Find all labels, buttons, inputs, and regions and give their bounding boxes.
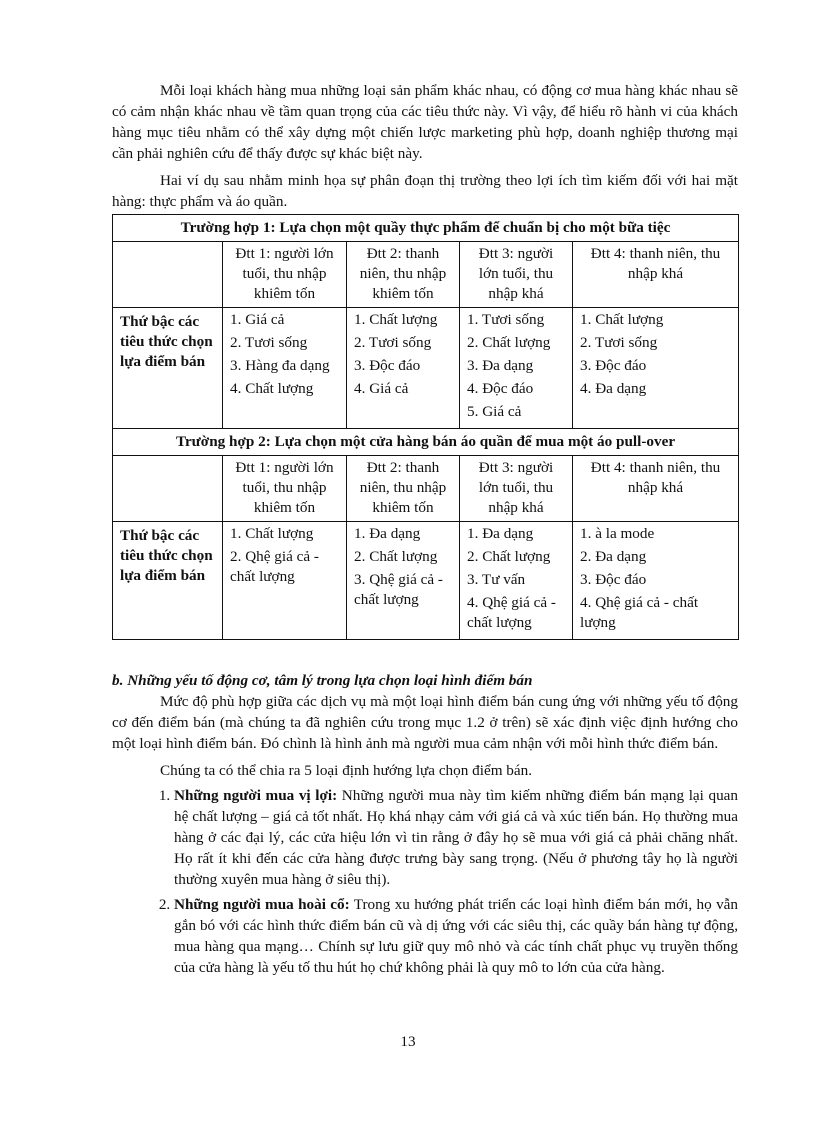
section-b-paragraph-1: Mức độ phù hợp giữa các dịch vụ mà một loại hình điểm bán cung ứng với những yếu tố động cơ đến điểm bán (mà chúng ta đã nghiên cứu trong mục 1.2 ở trên) sẽ xác định việc định hướng cho một loại hình điểm bán. Đó chình là hình ảnh mà người mua cảm nhận với mỗi hình thức điểm bán. xyxy=(112,693,738,752)
case-2-row-label: Thứ bậc các tiêu thức chọn lựa điểm bán xyxy=(113,522,223,640)
criterion: 1. Tươi sống xyxy=(467,311,545,328)
empty-cell xyxy=(113,242,223,308)
case-1-row-label: Thứ bậc các tiêu thức chọn lựa điểm bán xyxy=(113,308,223,429)
criterion: 3. Tư vấn xyxy=(467,571,526,588)
criterion: 2. Chất lượng xyxy=(467,334,551,351)
criterion: 3. Qhệ giá cả - chất lượng xyxy=(354,571,443,608)
criterion: 4. Độc đáo xyxy=(467,380,534,397)
case-2-criteria-1 xyxy=(223,522,347,640)
case-1-criteria-2 xyxy=(347,308,460,429)
case-1-criteria-1 xyxy=(223,308,347,429)
empty-cell xyxy=(113,456,223,522)
case-1-segment-4: Đtt 4: thanh niên, thu nhập khá xyxy=(573,242,739,308)
criterion: 4. Qhệ giá cả - chất lượng xyxy=(467,594,556,631)
case-1-title: Trường hợp 1: Lựa chọn một quầy thực phẩm để chuẩn bị cho một bữa tiệc xyxy=(113,215,739,242)
intro-paragraph-1: Mỗi loại khách hàng mua những loại sản phẩm khác nhau, có động cơ mua hàng khác nhau sẽ có cảm nhận khác nhau về tầm quan trọng của các tiêu thức này. Vì vậy, để hiểu rõ hành vi của khách hàng mục tiêu nhằm có thể xây dựng một chiến lược marketing phù hợp, doanh nghiệp thương mại cần phải nghiên cứu để thấy được sự khác biệt này. xyxy=(112,82,738,162)
case-2-criteria-3 xyxy=(460,522,573,640)
criterion: 1. Chất lượng xyxy=(580,311,664,328)
case-2-title: Trường hợp 2: Lựa chọn một cửa hàng bán áo quần để mua một áo pull-over xyxy=(113,429,739,456)
case-1-criteria-3 xyxy=(460,308,573,429)
criterion: 1. Chất lượng xyxy=(354,311,438,328)
criterion: 3. Đa dạng xyxy=(467,357,534,374)
criterion: 2. Chất lượng xyxy=(354,548,438,565)
criterion: 3. Hàng đa dạng xyxy=(230,357,330,374)
list-item xyxy=(174,785,738,890)
page-body xyxy=(112,80,738,982)
case-2-segment-3: Đtt 3: người lớn tuổi, thu nhập khá xyxy=(460,456,573,522)
criterion: 4. Giá cả xyxy=(354,380,409,397)
criterion: 2. Tươi sống xyxy=(580,334,658,351)
intro-paragraph-2: Hai ví dụ sau nhằm minh họa sự phân đoạn thị trường theo lợi ích tìm kiếm đối với hai mặt hàng: thực phẩm và áo quần. xyxy=(112,172,738,210)
criterion: 5. Giá cả xyxy=(467,403,522,420)
criterion: 2. Chất lượng xyxy=(467,548,551,565)
case-1-criteria-4 xyxy=(573,308,739,429)
list-item-text: Trong xu hướng phát triển các loại hình điểm bán mới, họ vẫn gắn bó với các hình thức điểm bán cũ và dị ứng với các siêu thị, các quầy bán hàng tự động, mua hàng qua mạng… Chính sự lưu giữ quy mô nhỏ và các tính chất phục vụ truyền thống của cửa hàng là yếu tố thu hút họ chứ không phải là quy mô to lớn của cửa hàng. xyxy=(174,896,738,976)
criterion: 3. Độc đáo xyxy=(580,357,647,374)
section-b-heading: b. Những yếu tố động cơ, tâm lý trong lựa chọn loại hình điểm bán xyxy=(112,672,533,689)
criterion: 1. Đa dạng xyxy=(467,525,534,542)
list-item-label: Những người mua vị lợi: xyxy=(174,787,338,804)
section-b-paragraph-2: Chúng ta có thể chia ra 5 loại định hướng lựa chọn điểm bán. xyxy=(160,762,533,779)
case-1-segment-3: Đtt 3: người lớn tuổi, thu nhập khá xyxy=(460,242,573,308)
criterion: 2. Tươi sống xyxy=(354,334,432,351)
case-1-segment-1: Đtt 1: người lớn tuổi, thu nhập khiêm tốn xyxy=(223,242,347,308)
criterion: 4. Chất lượng xyxy=(230,380,314,397)
list-item-label: Những người mua hoài cổ: xyxy=(174,896,350,913)
criterion: 4. Đa dạng xyxy=(580,380,647,397)
case-2-segment-1: Đtt 1: người lớn tuổi, thu nhập khiêm tốn xyxy=(223,456,347,522)
buyer-type-list xyxy=(112,785,738,978)
criterion: 1. Chất lượng xyxy=(230,525,314,542)
case-1-segment-2: Đtt 2: thanh niên, thu nhập khiêm tốn xyxy=(347,242,460,308)
case-2-segment-2: Đtt 2: thanh niên, thu nhập khiêm tốn xyxy=(347,456,460,522)
case-2-criteria-4 xyxy=(573,522,739,640)
criterion: 1. à la mode xyxy=(580,525,655,542)
criterion: 2. Tươi sống xyxy=(230,334,308,351)
segmentation-table xyxy=(112,214,739,640)
list-item-text: Những người mua này tìm kiếm những điểm bán mạng lại quan hệ chất lượng – giá cả tốt nhất. Họ khá nhạy cảm với giá cả và xúc tiến bán. Họ thường mua hàng ở các đại lý, các cửa hiệu lớn vì tin rằng ở đây họ sẽ mua với giá cả phải chăng nhất. Họ rất ít khi đến các cửa hàng được trưng bày sang trọng. (Nếu ở phương tây họ là người thường xuyên mua hàng ở siêu thị). xyxy=(174,787,738,888)
page-number: 13 xyxy=(400,1033,416,1050)
criterion: 2. Đa dạng xyxy=(580,548,647,565)
criterion: 2. Qhệ giá cả - chất lượng xyxy=(230,548,319,585)
criterion: 1. Đa dạng xyxy=(354,525,421,542)
criterion: 3. Độc đáo xyxy=(580,571,647,588)
case-2-segment-4: Đtt 4: thanh niên, thu nhập khá xyxy=(573,456,739,522)
criterion: 4. Qhệ giá cả - chất lượng xyxy=(580,594,699,631)
list-item xyxy=(174,894,738,978)
criterion: 3. Độc đáo xyxy=(354,357,421,374)
criterion: 1. Giá cả xyxy=(230,311,285,328)
case-2-criteria-2 xyxy=(347,522,460,640)
